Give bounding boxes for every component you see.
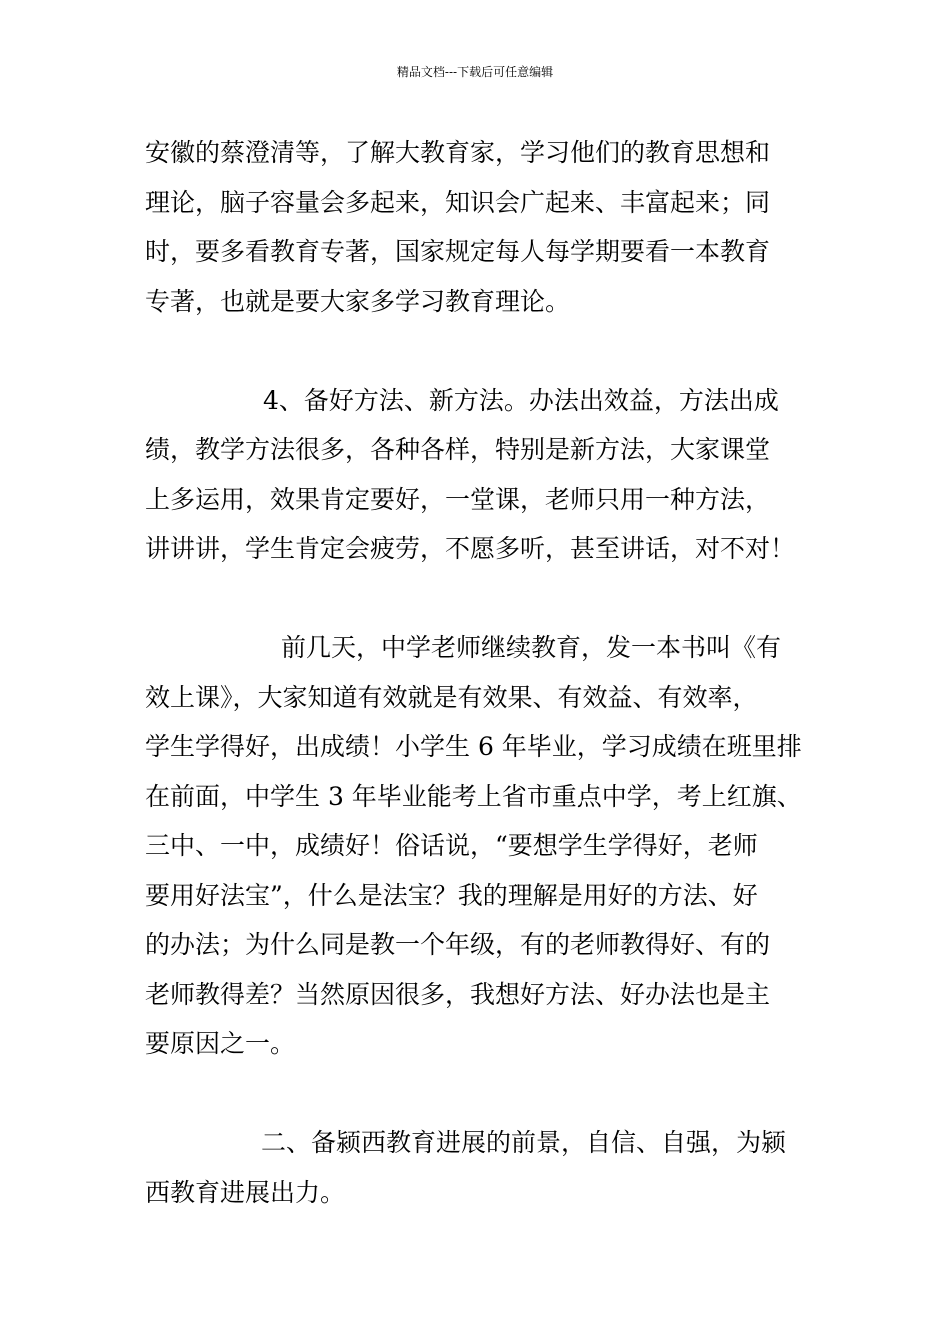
text-line: 上多运用，效果肯定要好，一堂课，老师只用一种方法， (145, 484, 771, 514)
paragraph-gap (145, 326, 805, 376)
document-body (145, 128, 805, 1217)
text-line: 三中、一中，成绩好！俗话说，“要想学生学得好，老师 (145, 831, 758, 860)
paragraph-4 (145, 1118, 805, 1217)
text-line: 安徽的蔡澄清等，了解大教育家，学习他们的教育思想和 (145, 138, 771, 167)
text-line: 要用好法宝”，什么是法宝？我的理解是用好的方法、好 (145, 880, 758, 910)
paragraph-2 (145, 376, 805, 574)
text-line: 二、备颍西教育进展的前景，自信、自强，为颍 (261, 1128, 787, 1157)
text-line: 老师教得差？当然原因很多，我想好方法、好办法也是主 (145, 979, 771, 1009)
paragraph-gap (145, 574, 805, 624)
text-line: 西教育进展出力。 (145, 1177, 346, 1207)
text-line: 理论，脑子容量会多起来，知识会广起来、丰富起来；同 (145, 187, 771, 217)
text-line: 在前面，中学生 3 年毕业能考上省市重点中学，考上红旗、 (145, 781, 802, 811)
text-line: 前几天，中学老师继续教育，发一本书叫《有 (281, 633, 782, 662)
paragraph-gap (145, 1069, 805, 1119)
text-line: 4、备好方法、新方法。办法出效益，方法出成 (263, 385, 779, 415)
paragraph-3 (145, 623, 805, 1069)
text-line: 讲讲讲，学生肯定会疲劳，不愿多听，甚至讲话，对不对！ (145, 534, 796, 563)
text-line: 绩，教学方法很多，各种各样，特别是新方法，大家课堂 (145, 435, 771, 464)
text-line: 的办法；为什么同是教一个年级，有的老师教得好、有的 (145, 930, 771, 959)
page-header: 精品文档---下载后可任意编辑 (396, 65, 554, 79)
text-line: 要原因之一。 (145, 1029, 296, 1058)
paragraph-1 (145, 128, 805, 326)
text-line: 学生学得好，出成绩！小学生 6 年毕业，学习成绩在班里排 (145, 732, 802, 761)
text-line: 效上课》，大家知道有效就是有效果、有效益、有效率， (145, 682, 758, 712)
text-line: 专著，也就是要大家多学习教育理论。 (145, 286, 571, 316)
text-line: 时，要多看教育专著，国家规定每人每学期要看一本教育 (145, 237, 771, 266)
